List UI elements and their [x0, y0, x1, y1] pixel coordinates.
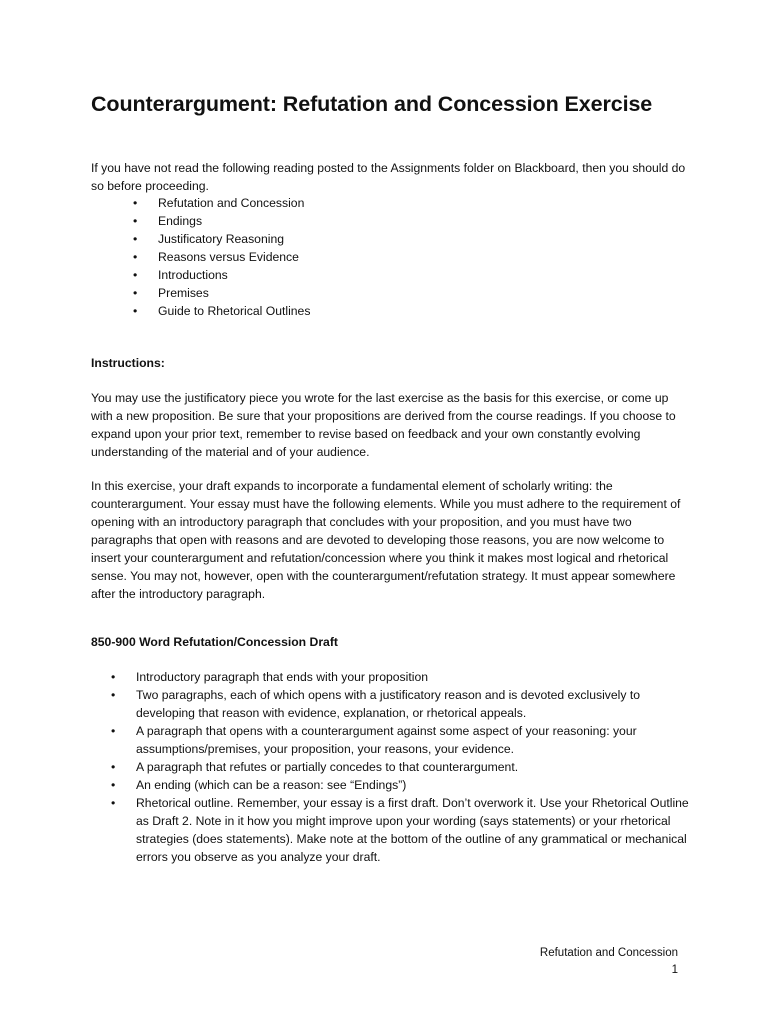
bullet-icon: •	[133, 214, 138, 228]
instructions-paragraph-1: You may use the justificatory piece you wrote for the last exercise as the basis for this exercise, or come up with a new proposition. Be sure that your propositions are derived from the course readings. If you choose to expand upon your prior text, remember to revise based on feedback and your own constantly evolving understanding of the material and of your audience.	[91, 391, 676, 459]
list-item	[133, 284, 310, 302]
bullet-icon: •	[111, 670, 116, 684]
list-item	[111, 758, 691, 776]
draft-heading: 850-900 Word Refutation/Concession Draft	[91, 635, 338, 649]
bullet-icon: •	[111, 796, 116, 810]
reading-label: Reasons versus Evidence	[158, 250, 299, 264]
instructions-heading: Instructions:	[91, 356, 165, 370]
bullet-icon: •	[133, 304, 138, 318]
list-item	[111, 794, 691, 866]
element-text: A paragraph that opens with a counterargument against some aspect of your reasoning: your assumptions/premises, your proposition, your reasons, your evidence.	[136, 724, 637, 756]
running-title: Refutation and Concession	[539, 947, 678, 959]
reading-list	[133, 194, 310, 320]
intro-paragraph: If you have not read the following reading posted to the Assignments folder on Blackboard, then you should do so before proceeding.	[91, 161, 686, 193]
list-item	[133, 194, 310, 212]
reading-label: Justificatory Reasoning	[158, 232, 284, 246]
list-item	[133, 212, 310, 230]
draft-elements-list	[111, 668, 691, 866]
document-title: Counterargument: Refutation and Concession Exercise	[91, 92, 653, 116]
element-text: Introductory paragraph that ends with your proposition	[136, 670, 428, 684]
bullet-icon: •	[133, 286, 138, 300]
bullet-icon: •	[133, 268, 138, 282]
list-item	[111, 686, 691, 722]
element-text: Rhetorical outline. Remember, your essay is a first draft. Don’t overwork it. Use your Rhetorical Outline as Draft 2. Note in it how you might improve upon your wording (says statements) or your rhetorical strategies (does statements). Make note at the bottom of the outline of any grammatical or mechanical errors you observe as you analyze your draft.	[136, 796, 689, 864]
bullet-icon: •	[111, 724, 116, 738]
reading-label: Guide to Rhetorical Outlines	[158, 304, 311, 318]
bullet-icon: •	[111, 760, 116, 774]
list-item	[111, 668, 691, 686]
bullet-icon: •	[111, 778, 116, 792]
list-item	[133, 302, 310, 320]
page-footer	[540, 945, 678, 979]
list-item	[111, 722, 691, 758]
instructions-paragraph-2: In this exercise, your draft expands to incorporate a fundamental element of scholarly writing: the counterargument. Your essay must have the following elements. While you must adhere to the requirement of opening with an introductory paragraph that concludes with your proposition, and you must have two paragraphs that open with reasons and are devoted to developing those reasons, you are now welcome to insert your counterargument and refutation/concession where you think it makes most logical and rhetorical sense. You may not, however, open with the counterargument/refutation strategy. It must appear somewhere after the introductory paragraph.	[91, 479, 681, 601]
bullet-icon: •	[111, 688, 116, 702]
list-item	[133, 230, 310, 248]
page-number: 1	[671, 964, 678, 976]
bullet-icon: •	[133, 232, 138, 246]
reading-label: Premises	[158, 286, 209, 300]
element-text: An ending (which can be a reason: see “Endings”)	[136, 778, 407, 792]
bullet-icon: •	[133, 196, 138, 210]
list-item	[111, 776, 691, 794]
bullet-icon: •	[133, 250, 138, 264]
element-text: Two paragraphs, each of which opens with a justificatory reason and is devoted exclusively to developing that reason with evidence, explanation, or rhetorical appeals.	[136, 688, 641, 720]
reading-label: Refutation and Concession	[158, 196, 305, 210]
reading-label: Endings	[158, 214, 203, 228]
list-item	[133, 248, 310, 266]
list-item	[133, 266, 310, 284]
reading-label: Introductions	[158, 268, 228, 282]
element-text: A paragraph that refutes or partially concedes to that counterargument.	[136, 760, 519, 774]
